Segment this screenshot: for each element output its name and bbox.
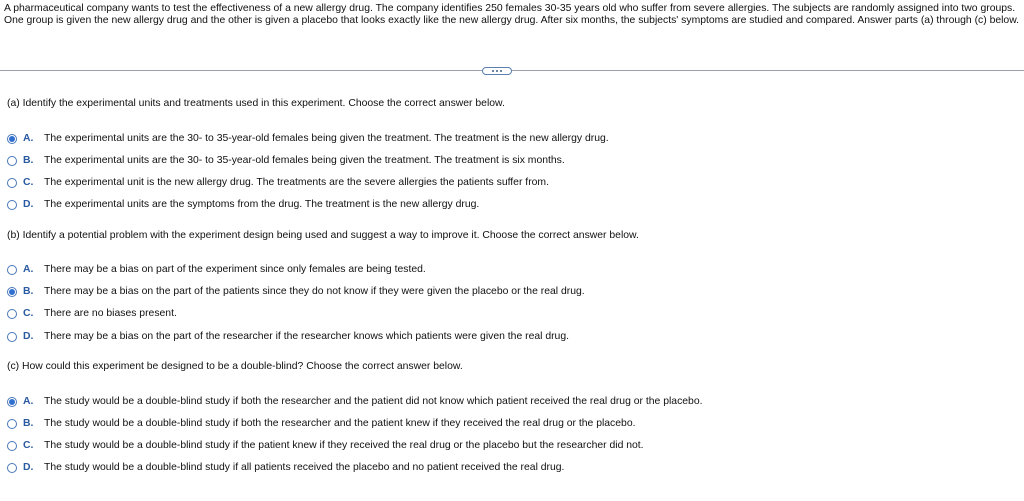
option-text: There may be a bias on part of the experiment since only females are being tested. — [44, 264, 426, 275]
option-text: There may be a bias on the part of the patients since they do not know if they were given the placebo or the real drug. — [44, 286, 585, 297]
option-letter: D. — [23, 331, 34, 342]
option-text: The experimental units are the 30- to 35-year-old females being given the treatment. The treatment is the new allergy drug. — [44, 133, 609, 144]
option-text: The study would be a double-blind study if all patients received the placebo and no patient received the real drug. — [44, 462, 565, 473]
part-c-option-a[interactable] — [7, 396, 703, 407]
option-text: The experimental units are the 30- to 35-year-old females being given the treatment. The treatment is six months. — [44, 155, 565, 166]
part-c-option-c[interactable] — [7, 440, 644, 451]
part-a-question: (a) Identify the experimental units and treatments used in this experiment. Choose the correct answer below. — [7, 98, 505, 109]
part-c-option-b[interactable] — [7, 418, 635, 429]
option-letter: A. — [23, 133, 34, 144]
section-divider — [0, 70, 1024, 71]
option-text: The experimental units are the symptoms from the drug. The treatment is the new allergy drug. — [44, 199, 480, 210]
part-a-option-b[interactable] — [7, 155, 565, 166]
option-text: The study would be a double-blind study if the patient knew if they received the real drug or the placebo but the researcher did not. — [44, 440, 644, 451]
radio-button[interactable] — [7, 200, 17, 210]
option-letter: A. — [23, 264, 34, 275]
dot-icon — [500, 70, 502, 72]
option-text: The study would be a double-blind study if both the researcher and the patient did not know which patient received the real drug or the placebo. — [44, 396, 703, 407]
option-text: The study would be a double-blind study if both the researcher and the patient knew if they received the real drug or the placebo. — [44, 418, 636, 429]
part-b-option-a[interactable] — [7, 264, 426, 275]
option-letter: B. — [23, 155, 34, 166]
radio-button[interactable] — [7, 265, 17, 275]
part-c-option-d[interactable] — [7, 462, 564, 473]
radio-button[interactable] — [7, 309, 17, 319]
part-b-option-c[interactable] — [7, 308, 177, 319]
option-letter: A. — [23, 396, 34, 407]
radio-button[interactable] — [7, 134, 17, 144]
option-letter: D. — [23, 462, 34, 473]
dot-icon — [496, 70, 498, 72]
dot-icon — [492, 70, 494, 72]
part-a-option-d[interactable] — [7, 199, 479, 210]
problem-statement: A pharmaceutical company wants to test the effectiveness of a new allergy drug. The company identifies 250 females 30-35 years old who suffer from severe allergies. The subjects are randomly assigned into two groups. One group is given the new allergy drug and the other is given a placebo that looks exactly like the new allergy drug. After six months, the subjects' symptoms are studied and compared. Answer parts (a) through (c) below. — [4, 3, 1020, 26]
radio-button[interactable] — [7, 441, 17, 451]
radio-button[interactable] — [7, 287, 17, 297]
more-options-button[interactable] — [482, 67, 512, 75]
radio-button[interactable] — [7, 397, 17, 407]
radio-button[interactable] — [7, 419, 17, 429]
option-letter: B. — [23, 418, 34, 429]
part-b-option-d[interactable] — [7, 331, 569, 342]
radio-button[interactable] — [7, 156, 17, 166]
option-letter: C. — [23, 308, 34, 319]
option-text: The experimental unit is the new allergy drug. The treatments are the severe allergies the patients suffer from. — [44, 177, 549, 188]
radio-button[interactable] — [7, 332, 17, 342]
part-a-option-c[interactable] — [7, 177, 549, 188]
radio-button[interactable] — [7, 178, 17, 188]
part-b-question: (b) Identify a potential problem with the experiment design being used and suggest a way to improve it. Choose the correct answer below. — [7, 230, 639, 241]
part-c-question: (c) How could this experiment be designed to be a double-blind? Choose the correct answer below. — [7, 361, 463, 372]
option-text: There may be a bias on the part of the researcher if the researcher knows which patients were given the real drug. — [44, 331, 570, 342]
part-a-option-a[interactable] — [7, 133, 609, 144]
option-letter: D. — [23, 199, 34, 210]
part-b-option-b[interactable] — [7, 286, 585, 297]
option-letter: C. — [23, 177, 34, 188]
option-letter: C. — [23, 440, 34, 451]
radio-button[interactable] — [7, 463, 17, 473]
option-text: There are no biases present. — [44, 308, 177, 319]
option-letter: B. — [23, 286, 34, 297]
